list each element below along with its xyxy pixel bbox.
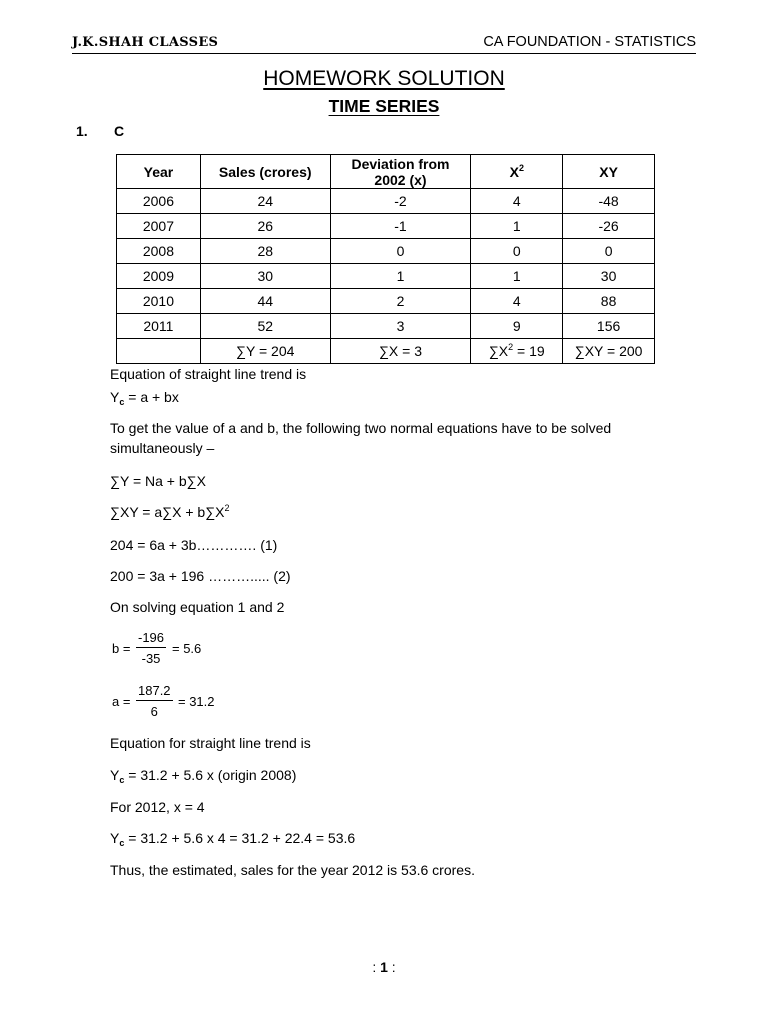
header-sales: Sales (crores)	[200, 155, 330, 189]
trend-equation: $Y_c = a$ + bx	[110, 389, 179, 407]
trend-equation-result: $Y_c = 31.2 + 5.6$ x (origin 2008)	[110, 767, 297, 785]
header-year: Year	[117, 155, 201, 189]
cell-deviation: 0	[330, 239, 471, 264]
conclusion: Thus, the estimated, sales for the year 2012 is 53.6 crores.	[110, 862, 475, 878]
cell-deviation: 1	[330, 264, 471, 289]
cell-xy: 30	[563, 264, 655, 289]
text-line: Equation for straight line trend is	[110, 735, 311, 751]
table-row	[117, 314, 655, 339]
cell-x-squared: 4	[471, 289, 563, 314]
page-subtitle: TIME SERIES	[328, 96, 440, 116]
total-x: ∑X = 3	[330, 339, 471, 364]
table-row	[117, 264, 655, 289]
cell-empty	[117, 339, 201, 364]
cell-deviation: 2	[330, 289, 471, 314]
cell-x-squared: 0	[471, 239, 563, 264]
total-y: ∑Y = 204	[200, 339, 330, 364]
cell-sales: 52	[200, 314, 330, 339]
equation-1: 204 = 6a + 3b…………. (1)	[110, 537, 278, 553]
cell-sales: 24	[200, 189, 330, 214]
page-title: HOMEWORK SOLUTION	[263, 67, 505, 90]
page-number: : 1 :	[372, 959, 396, 975]
total-xy: ∑XY = 200	[563, 339, 655, 364]
question-number: 1.	[76, 123, 88, 139]
fraction-result: = 5.6	[172, 641, 202, 656]
fraction-denominator: -35	[141, 651, 161, 666]
cell-year: 2007	[117, 214, 201, 239]
question-answer: C	[114, 123, 125, 139]
table-totals-row	[117, 339, 655, 364]
table-row	[117, 289, 655, 314]
fraction-denominator: 6	[150, 704, 158, 719]
cell-year: 2008	[117, 239, 201, 264]
cell-x-squared: 9	[471, 314, 563, 339]
cell-sales: 28	[200, 239, 330, 264]
table-header-row	[117, 155, 655, 189]
cell-deviation: 3	[330, 314, 471, 339]
cell-deviation: -1	[330, 214, 471, 239]
cell-sales: 26	[200, 214, 330, 239]
table-row	[117, 189, 655, 214]
header-deviation: Deviation from 2002 (x)	[330, 155, 471, 189]
cell-year: 2010	[117, 289, 201, 314]
total-x-squared: $\sum X^2 = 19$	[471, 339, 563, 364]
text-line: On solving equation 1 and 2	[110, 599, 285, 615]
fraction-result: = 31.2	[178, 694, 215, 709]
cell-year: 2011	[117, 314, 201, 339]
text-paragraph: To get the value of a and b, the following two normal equations have to be solved simultaneously –	[110, 420, 612, 456]
page-header	[72, 33, 696, 54]
text-line: For 2012, x = 4	[110, 799, 205, 815]
cell-xy: 88	[563, 289, 655, 314]
header-xy: XY	[563, 155, 655, 189]
cell-xy: -26	[563, 214, 655, 239]
fraction-numerator: 187.2	[136, 683, 173, 701]
header-x-squared: $X^2$	[471, 155, 563, 189]
table-row	[117, 239, 655, 264]
normal-equation-2: $\sum XY = a\sum X + b\sum X^2$	[110, 503, 230, 520]
estimate-equation: $Y_c = 31.2 + 5.6$ x 4 = 31.2 + 22.4 = 53.6	[110, 830, 356, 848]
cell-xy: -48	[563, 189, 655, 214]
cell-sales: 30	[200, 264, 330, 289]
fraction-lhs: b =	[112, 641, 131, 656]
header-institute: J.K.SHAH CLASSES	[72, 35, 219, 50]
data-table	[116, 154, 655, 364]
cell-xy: 0	[563, 239, 655, 264]
header-course: CA FOUNDATION - STATISTICS	[483, 34, 696, 50]
cell-x-squared: 4	[471, 189, 563, 214]
cell-x-squared: 1	[471, 214, 563, 239]
equation-2: 200 = 3a + 196 ………..... (2)	[110, 568, 291, 584]
cell-year: 2006	[117, 189, 201, 214]
cell-year: 2009	[117, 264, 201, 289]
table-row	[117, 214, 655, 239]
cell-deviation: -2	[330, 189, 471, 214]
text-line: Equation of straight line trend is	[110, 366, 307, 382]
fraction-numerator: -196	[136, 630, 166, 648]
cell-x-squared: 1	[471, 264, 563, 289]
cell-sales: 44	[200, 289, 330, 314]
cell-xy: 156	[563, 314, 655, 339]
fraction-lhs: a =	[112, 694, 131, 709]
normal-equation-1: ∑Y = Na + b∑X	[110, 473, 206, 489]
